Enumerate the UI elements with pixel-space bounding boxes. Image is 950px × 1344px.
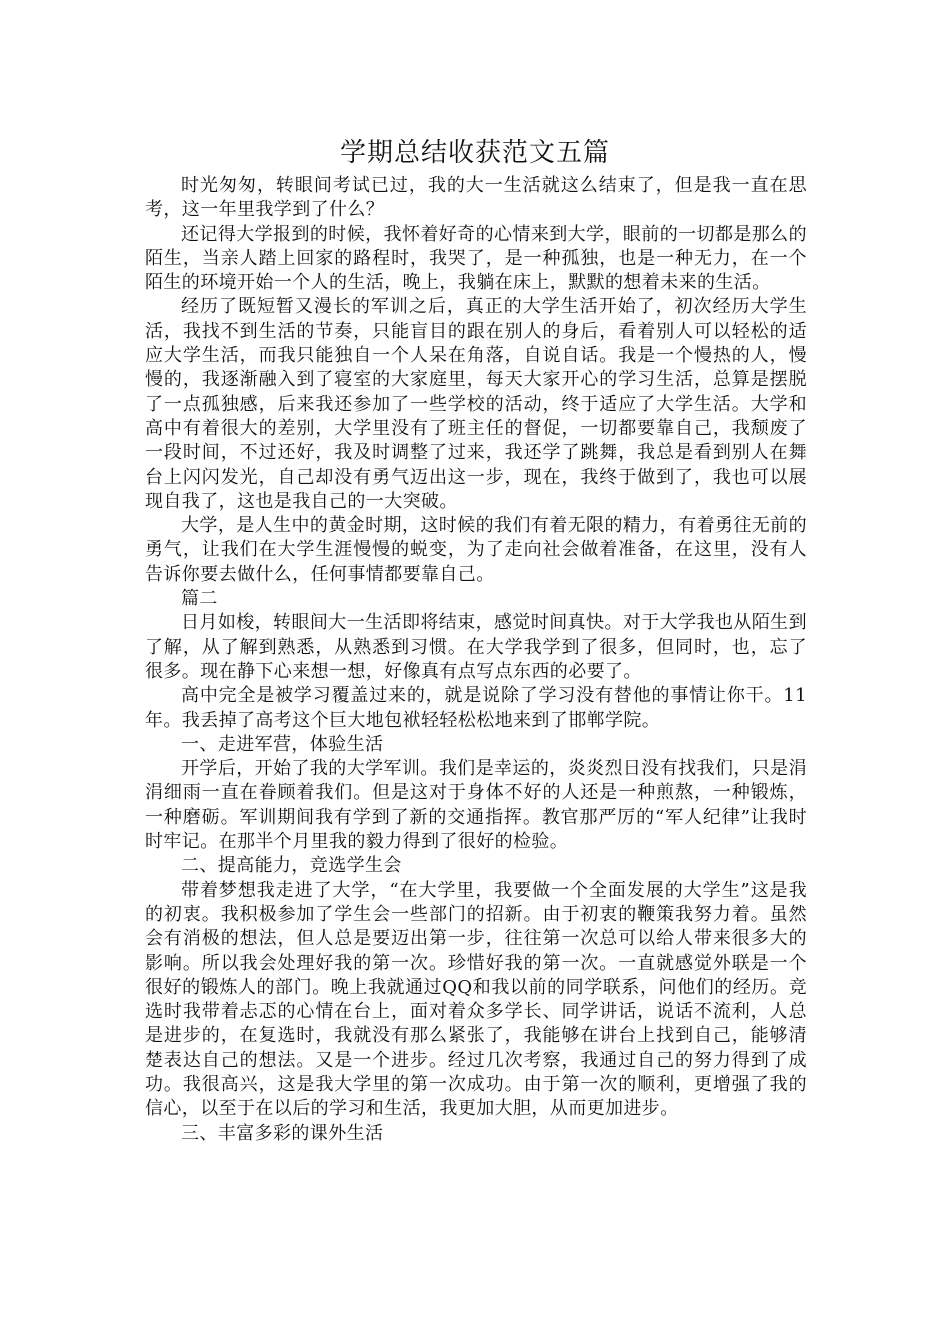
paragraph-time-flies: 日月如梭，转眼间大一生活即将结束，感觉时间真快。对于大学我也从陌生到了解，从了解到熟悉，从熟悉到习惯。在大学我学到了很多，但同时，也，忘了很多。现在静下心来想一想，好像真有点写点东西的必要了。 — [145, 612, 807, 682]
document-title: 学期总结收获范文五篇 — [339, 138, 610, 168]
paragraph-arrival: 还记得大学报到的时候，我怀着好奇的心情来到大学，眼前的一切都是那么的陌生，当亲人踏上回家的路程时，我哭了，是一种孤独，也是一种无力，在一个陌生的环境开始一个人的生活，晚上，我躺在床上，默默的想着未来的生活。 — [145, 223, 807, 294]
paragraph-adjustment: 经历了既短暂又漫长的军训之后，真正的大学生活开始了，初次经历大学生活，我找不到生活的节奏，只能盲目的跟在别人的身后，看着别人可以轻松的适应大学生活，而我只能独自一个人呆在角落，自说自话。我是一个慢热的人，慢慢的，我逐渐融入到了寝室的大家庭里，每天大家开心的学习生活，总算是摆脱了一点孤独感，后来我还参加了一些学校的活动，终于适应了大学生活。大学和高中有着很大的差别，大学里没有了班主任的督促，一切都要靠自己，我颓废了一段时间，不过还好，我及时调整了过来，我还学了跳舞，我总是看到别人在舞台上闪闪发光，自己却没有勇气迈出这一步，现在，我终于做到了，我也可以展现自我了，这也是我自己的一大突破。 — [145, 296, 807, 512]
paragraph-student-union: 带着梦想我走进了大学，“在大学里，我要做一个全面发展的大学生”这是我的初衷。我积极参加了学生会一些部门的招新。由于初衷的鞭策我努力着。虽然会有消极的想法，但人总是要迈出第一步，往往第一次总可以给人带来很多大的影响。所以我会处理好我的第一次。珍惜好我的第一次。一直就感觉外联是一个很好的锻炼人的部门。晚上我就通过QQ和我以前的同学联系，问他们的经历。竞选时我带着忐忑的心情在台上，面对着众多学长、同学讲话，说话不流利，人总是进步的，在复选时，我就没有那么紧张了，我能够在讲台上找到自己，能够清楚表达自己的想法。又是一个进步。经过几次考察，我通过自己的努力得到了成功。我很高兴，这是我大学里的第一次成功。由于第一次的顺利，更增强了我的信心，以至于在以后的学习和生活，我更加大胆，从而更加进步。 — [145, 879, 807, 1120]
paragraph-high-school: 高中完全是被学习覆盖过来的，就是说除了学习没有替他的事情让你干。11年。我丢掉了高考这个巨大地包袱轻轻松松地来到了邯郸学院。 — [145, 685, 807, 731]
document-body — [145, 174, 807, 1146]
paragraph-intro: 时光匆匆，转眼间考试已过，我的大一生活就这么结束了，但是我一直在思考，这一年里我学到了什么？ — [145, 175, 807, 221]
section-heading-part-two: 篇二 — [181, 588, 218, 610]
section-heading-student-union: 二、提高能力，竞选学生会 — [181, 855, 402, 877]
paragraph-golden-years: 大学，是人生中的黄金时期，这时候的我们有着无限的精力，有着勇往无前的勇气，让我们在大学生涯慢慢的蜕变，为了走向社会做着准备，在这里，没有人告诉你要去做什么，任何事情都要靠自己。 — [145, 515, 807, 585]
paragraph-military-training: 开学后，开始了我的大学军训。我们是幸运的，炎炎烈日没有找我们，只是涓涓细雨一直在眷顾着我们。但是这对于身体不好的人还是一种煎熬，一种锻炼，一种磨砺。军训期间我有学到了新的交通指挥。教官那严厉的“军人纪律”让我时时牢记。在那半个月里我的毅力得到了很好的检验。 — [145, 758, 807, 853]
section-heading-military-training: 一、走进军营，体验生活 — [181, 733, 384, 755]
section-heading-extracurricular: 三、丰富多彩的课外生活 — [181, 1122, 384, 1144]
